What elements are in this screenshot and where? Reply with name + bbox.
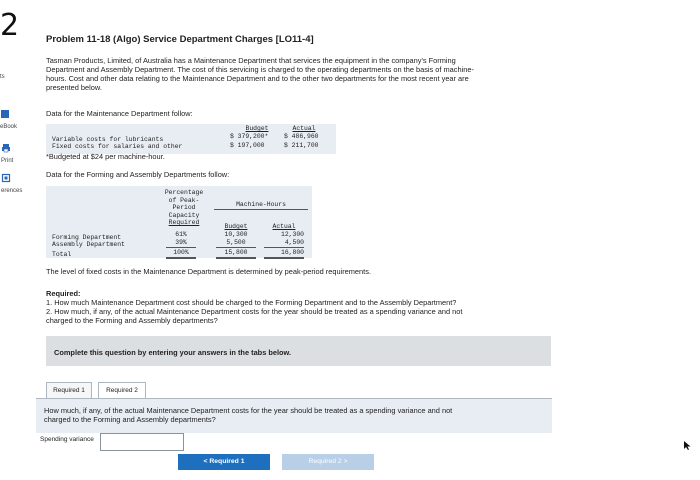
dept-row-budget: 5,500	[216, 239, 256, 248]
dept-row-actual: 12,300	[280, 231, 304, 238]
prev-required-button[interactable]: < Required 1	[178, 454, 270, 470]
maint-row-actual: $ 486,960	[284, 133, 319, 140]
pct-header-line: Period	[172, 204, 196, 212]
spending-variance-label: Spending variance	[40, 436, 94, 443]
problem-title: Problem 11-18 (Algo) Service Department Charges [LO11-4]	[46, 34, 314, 45]
pct-header-line: Capacity	[168, 211, 200, 219]
problem-intro	[46, 56, 566, 92]
sidebar-item-points	[0, 74, 5, 80]
intro-line: hours. Cost and other data relating to the Maintenance Department and to the other two departments for the most recent year are	[46, 74, 469, 83]
maint-row-budget: $ 379,200*	[230, 133, 269, 140]
required-line: charged to the Forming and Assembly departments?	[46, 316, 218, 325]
footnote: *Budgeted at $24 per machine-hour.	[46, 152, 165, 161]
maint-row-label: Fixed costs for salaries and other	[52, 143, 183, 150]
maint-row-label: Variable costs for lubricants	[52, 136, 164, 143]
maint-col-actual: Actual	[292, 125, 316, 132]
required-line: 2. How much, if any, of the actual Maintenance Department costs for the year should be treated as a spending variance and not	[46, 307, 463, 316]
required-heading: Required:	[46, 289, 81, 298]
pct-header-line: of Peak-	[168, 196, 200, 204]
maint-col-budget: Budget	[245, 125, 269, 132]
dept-row-budget: 15,800	[216, 249, 256, 259]
machine-hours-header: Machine-Hours	[214, 201, 308, 210]
dept-row-actual: 16,800	[264, 249, 304, 259]
dept-col-budget: Budget	[224, 223, 248, 230]
dept-row-label: Assembly Department	[52, 241, 125, 248]
sidebar-item-label: ts	[0, 74, 5, 80]
pct-header-line: Percentage	[164, 189, 204, 196]
panel-question	[44, 406, 452, 424]
dept-row-pct: 39%	[166, 239, 196, 248]
required-line: 1. How much Maintenance Department cost should be charged to the Forming Department and to the Assembly Department?	[46, 298, 457, 307]
question-panel	[36, 398, 552, 433]
instruction-box	[46, 336, 551, 366]
question-number: 2	[0, 8, 20, 43]
sidebar-item-references[interactable]	[1, 170, 22, 194]
dept-row-pct: 100%	[166, 249, 196, 259]
dept-row-label: Forming Department	[52, 234, 122, 241]
pct-header-line: Required	[168, 219, 200, 227]
print-icon	[1, 143, 11, 153]
tab-required-1[interactable]: Required 1	[46, 382, 92, 400]
sidebar-item-label: Print	[1, 158, 14, 164]
intro-line: Department and Assembly Department. The cost of this servicing is charged to the operating departments on the basis of machine-	[46, 65, 474, 74]
intro-line: Tasman Products, Limited, of Australia has a Maintenance Department that services the equipment in the company's Forming	[46, 56, 456, 65]
required-list	[46, 298, 566, 325]
instruction-text: Complete this question by entering your answers in the tabs below.	[54, 348, 292, 357]
sidebar-item-print[interactable]	[1, 140, 13, 164]
fixed-cost-note: The level of fixed costs in the Maintenance Department is determined by peak-period requirements.	[46, 267, 371, 276]
maint-row-budget: $ 197,000	[230, 142, 265, 149]
departments-data-label: Data for the Forming and Assembly Departments follow:	[46, 170, 230, 179]
book-icon	[0, 109, 10, 119]
dept-row-pct: 61%	[175, 231, 187, 238]
dept-row-budget: 10,300	[224, 231, 248, 238]
panel-question-line: charged to the Forming and Assembly departments?	[44, 415, 216, 424]
maintenance-data-label: Data for the Maintenance Department follow:	[46, 109, 193, 118]
references-icon	[1, 173, 11, 183]
cursor-icon	[683, 440, 692, 451]
tab-required-2[interactable]: Required 2	[98, 382, 146, 400]
pct-header	[160, 189, 208, 227]
dept-col-actual: Actual	[272, 223, 296, 230]
dept-row-actual: 4,500	[264, 239, 304, 248]
intro-line: presented below.	[46, 83, 102, 92]
panel-question-line: How much, if any, of the actual Maintenance Department costs for the year should be treated as a spending variance and not	[44, 406, 453, 415]
sidebar-item-ebook[interactable]	[0, 106, 17, 130]
maint-row-actual: $ 211,700	[284, 142, 319, 149]
sidebar-item-label: erences	[1, 188, 23, 194]
spending-variance-input[interactable]	[100, 433, 184, 451]
sidebar-item-label: eBook	[0, 124, 18, 130]
next-required-button[interactable]: Required 2 >	[282, 454, 374, 470]
dept-row-label: Total	[52, 251, 72, 258]
